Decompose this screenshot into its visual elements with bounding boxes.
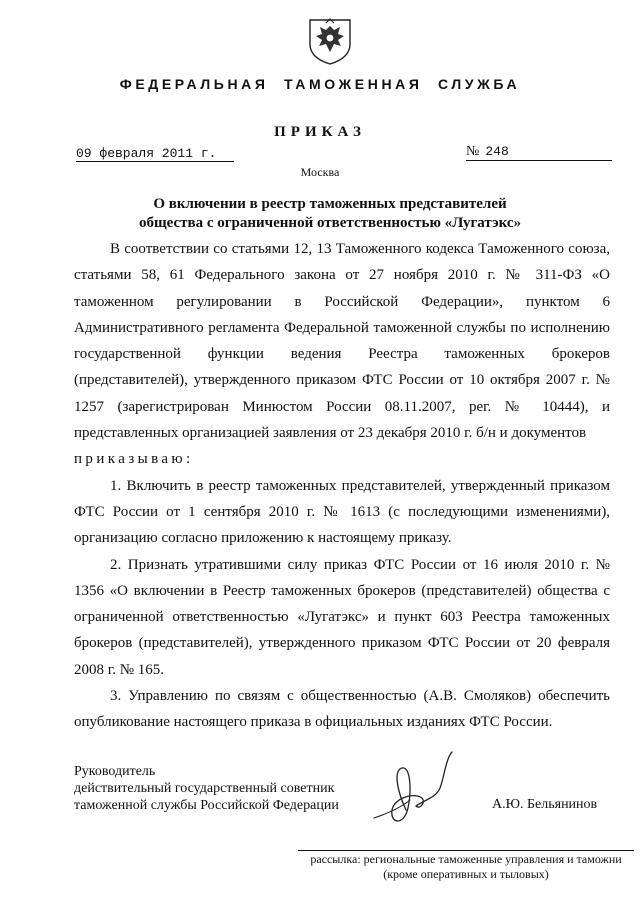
coat-of-arms-emblem-icon xyxy=(306,14,354,66)
signatory-title-line-1: Руководитель xyxy=(74,764,156,779)
subject-line-2: общества с ограниченной ответственностью «Лугатэкс» xyxy=(138,215,522,231)
signatory-title-line-2: действительный государственный советник xyxy=(74,781,335,796)
distribution-list xyxy=(298,852,634,882)
number-value: 248 xyxy=(485,144,509,159)
item-2-paragraph: 2. Признать утратившими силу приказ ФТС России от 16 июля 2010 г. № 1356 «О включении в Реестр таможенных брокеров (представителей) общества с ограниченной ответственностью «Лугатэкс» и пункт 603 Реестра таможенных брокеров (представителей), утвержденного приказом ФТС России от 20 февраля 2008 г. № 165. xyxy=(74,556,610,678)
city: Москва xyxy=(300,165,340,179)
handwritten-signature xyxy=(366,748,486,833)
order-directive xyxy=(74,446,610,472)
distribution-line-1: рассылка: региональные таможенные управления и таможни xyxy=(310,852,622,866)
order-date: 09 февраля 2011 г. xyxy=(76,146,234,162)
signatory-title-line-3: таможенной службы Российской Федерации xyxy=(74,798,339,813)
preamble-paragraph: В соответствии со статьями 12, 13 Таможенного кодекса Таможенного союза, статьями 58, 61 Федерального закона от 27 ноября 2010 г. № 311-ФЗ «О таможенном регулировании в Российской Федерации», пунктом 6 Административного регламента Федеральной таможенной службы по исполнению государственной функции ведения Реестра таможенных брокеров (представителей), утвержденного приказом ФТС России от 10 октября 2007 г. № 1257 (зарегистрирован Минюстом России 08.11.2007, рег. № 10444), и представленных организацией заявления от 23 декабря 2010 г. б/н и документов xyxy=(74,241,610,442)
document-type: ПРИКАЗ xyxy=(274,124,366,140)
order-subject xyxy=(100,195,560,233)
signer-name: А.Ю. Бельянинов xyxy=(492,797,598,812)
subject-line-1: О включении в реестр таможенных представителей xyxy=(153,196,507,212)
item-1-paragraph: 1. Включить в реестр таможенных представителей, утвержденный приказом ФТС России от 1 сентября 2010 г. № 1613 (с последующими изменениями), организацию согласно приложению к настоящему приказу. xyxy=(74,477,610,547)
agency-name: ФЕДЕРАЛЬНАЯ ТАМОЖЕННАЯ СЛУЖБА xyxy=(119,76,521,92)
signatory-title xyxy=(74,763,339,814)
item-3-paragraph: 3. Управлению по связям с общественностью (А.В. Смоляков) обеспечить опубликование настоящего приказа в официальных изданиях ФТС России. xyxy=(74,688,610,731)
order-body xyxy=(74,236,610,736)
distribution-line-2: (кроме оперативных и тыловых) xyxy=(383,867,549,881)
number-sign: № xyxy=(466,144,480,159)
distribution-divider xyxy=(298,850,634,851)
order-number xyxy=(466,144,612,161)
order-word: приказываю: xyxy=(74,451,194,468)
